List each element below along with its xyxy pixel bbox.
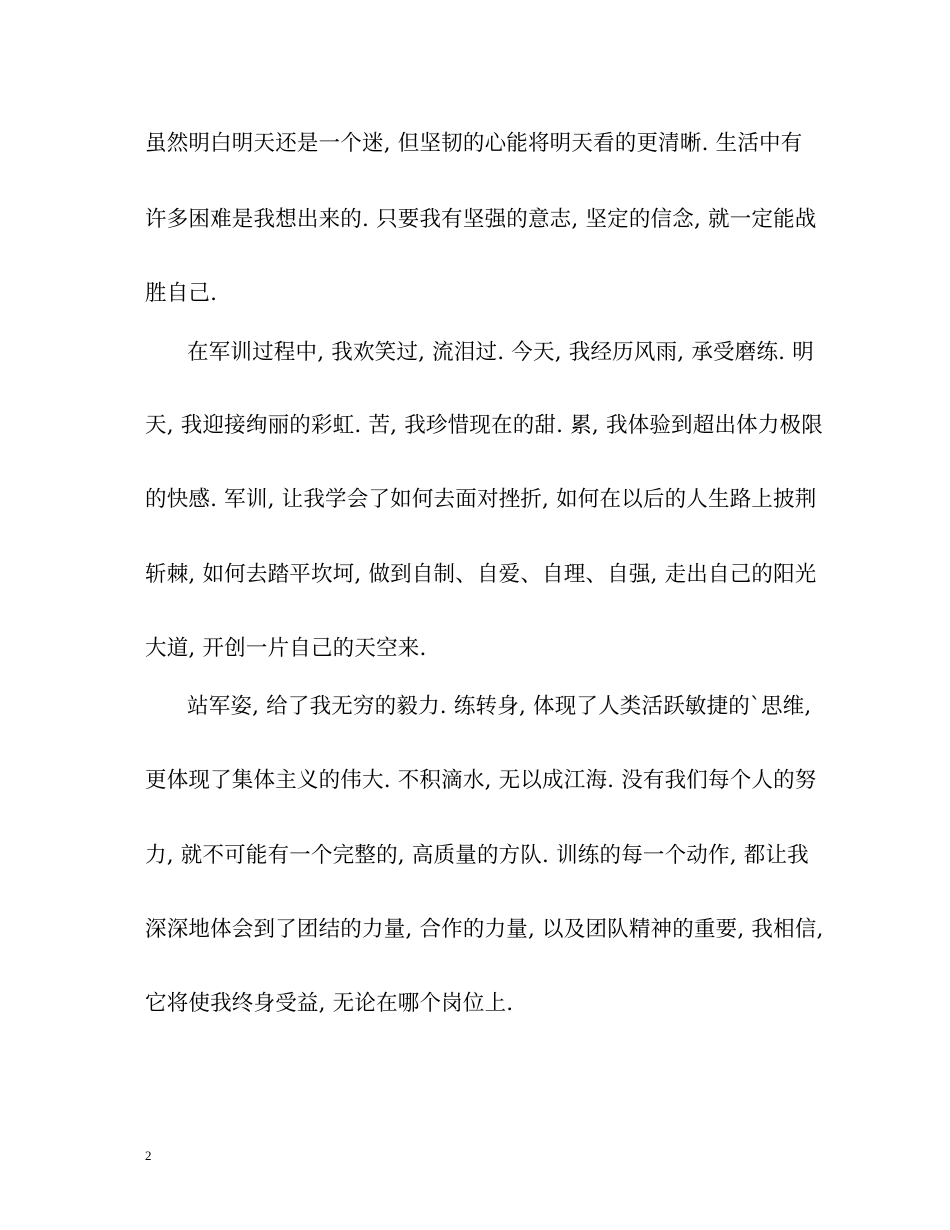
text-line: 胜自己. <box>145 281 218 306</box>
paragraph-start-line: 在军训过程中, 我欢笑过, 流泪过. 今天, 我经历风雨, 承受磨练. 明 <box>187 340 814 365</box>
text-line: 天, 我迎接绚丽的彩虹. 苦, 我珍惜现在的甜. 累, 我体验到超出体力极限 <box>145 413 823 438</box>
text-line: 斩棘, 如何去踏平坎坷, 做到自制、自爱、自理、自强, 走出自己的阳光 <box>145 562 817 587</box>
text-line: 的快感. 军训, 让我学会了如何去面对挫折, 如何在以后的人生路上披荆 <box>145 487 817 512</box>
text-line: 大道, 开创一片自己的天空来. <box>145 636 427 661</box>
text-line: 它将使我终身受益, 无论在哪个岗位上. <box>145 991 514 1016</box>
text-line: 许多困难是我想出来的. 只要我有坚强的意志, 坚定的信念, 就一定能战 <box>145 207 817 232</box>
text-line: 深深地体会到了团结的力量, 合作的力量, 以及团队精神的重要, 我相信, <box>145 917 824 942</box>
paragraph-start-line: 站军姿, 给了我无穷的毅力. 练转身, 体现了人类活跃敏捷的`思维, <box>187 694 812 719</box>
page-number: 2 <box>145 1148 152 1163</box>
text-line: 力, 就不可能有一个完整的, 高质量的方队. 训练的每一个动作, 都让我 <box>145 843 809 868</box>
text-line: 更体现了集体主义的伟大. 不积滴水, 无以成江海. 没有我们每个人的努 <box>145 768 817 793</box>
text-line: 虽然明白明天还是一个迷, 但坚韧的心能将明天看的更清晰. 生活中有 <box>145 131 803 156</box>
